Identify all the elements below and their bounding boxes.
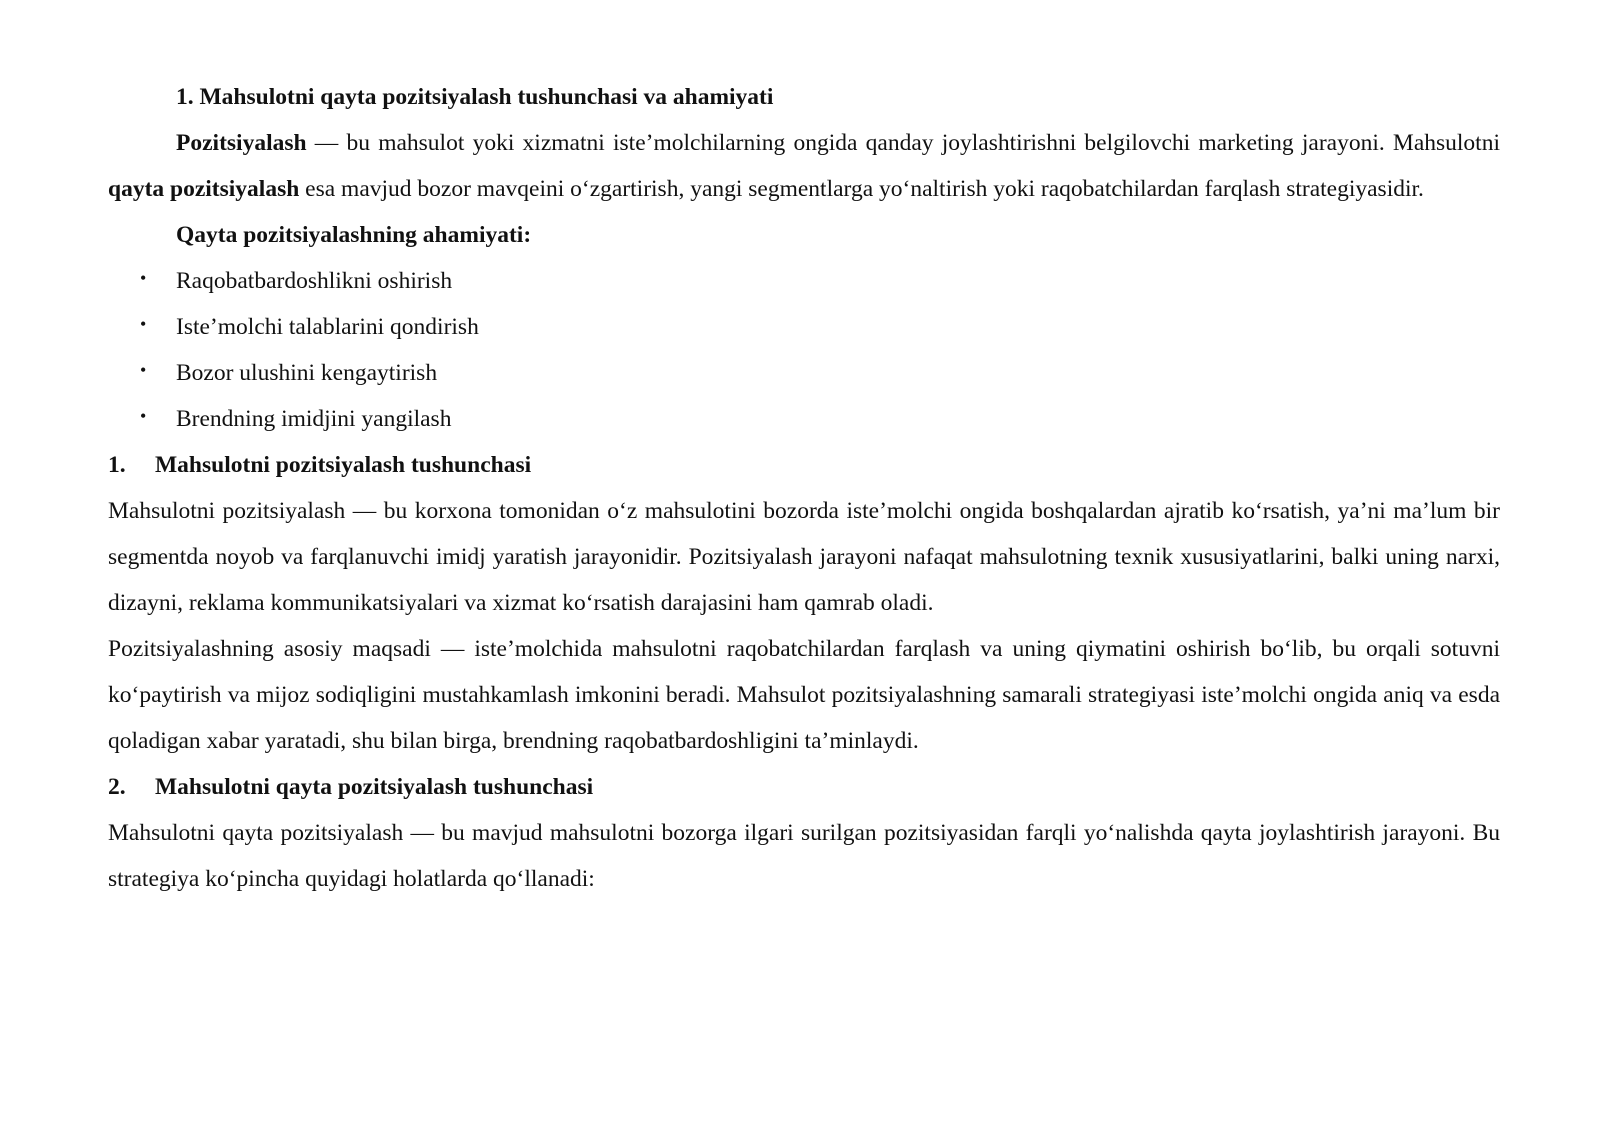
list-item <box>108 396 1500 442</box>
list-item-text: Bozor ulushini kengaytirish <box>176 360 438 386</box>
importance-list <box>108 258 1500 442</box>
bullet-icon: • <box>140 360 147 380</box>
positioning-paragraph-1: Mahsulotni pozitsiyalash — bu korxona tomonidan o‘z mahsulotini bozorda iste’molchi ongida boshqalardan ajratib ko‘rsatish, ya’ni ma’lum bir segmentda noyob va farqlanuvchi imidj yaratish jarayonidir. Pozitsiyalash jarayoni nafaqat mahsulotning texnik xususiyatlarini, balki uning narxi, dizayni, reklama kommunikatsiyalari va xizmat ko‘rsatish darajasini ham qamrab oladi. <box>108 498 1500 616</box>
section-title: 1. Mahsulotni qayta pozitsiyalash tushunchasi va ahamiyati <box>176 84 774 110</box>
list-item-text: Raqobatbardoshlikni oshirish <box>176 268 453 294</box>
list-item <box>108 304 1500 350</box>
heading-number: 1. <box>108 452 126 478</box>
bullet-icon: • <box>140 268 147 288</box>
positioning-paragraph-2: Pozitsiyalashning asosiy maqsadi — iste’molchida mahsulotni raqobatchilardan farqlash va uning qiymatini oshirish bo‘lib, bu orqali sotuvni ko‘paytirish va mijoz sodiqligini mustahkamlash imkonini beradi. Mahsulot pozitsiyalashning samarali strategiyasi iste’molchi ongida aniq va esda qoladigan xabar yaratadi, shu bilan birga, brendning raqobatbardoshligini ta’minlaydi. <box>108 636 1500 754</box>
bullet-icon: • <box>140 314 147 334</box>
definition-text-1: — bu mahsulot yoki xizmatni iste’molchilarning ongida qanday joylashtirishni belgilovchi marketing jarayoni. Mahsulotni <box>306 130 1500 156</box>
repositioning-paragraph: Mahsulotni qayta pozitsiyalash — bu mavjud mahsulotni bozorga ilgari surilgan pozitsiyasidan farqli yo‘nalishda qayta joylashtirish jarayoni. Bu strategiya ko‘pincha quyidagi holatlarda qo‘llanadi: <box>108 820 1500 892</box>
term-positioning: Pozitsiyalash <box>176 130 307 156</box>
numbered-heading-repositioning <box>108 764 1500 810</box>
positioning-definition-paragraph <box>108 120 1500 212</box>
term-repositioning: qayta pozitsiyalash <box>108 176 300 202</box>
importance-heading: Qayta pozitsiyalashning ahamiyati: <box>176 222 532 248</box>
bullet-icon: • <box>140 406 147 426</box>
heading-number: 2. <box>108 774 126 800</box>
definition-text-2: esa mavjud bozor mavqeini o‘zgartirish, yangi segmentlarga yo‘naltirish yoki raqobatchilardan farqlash strategiyasidir. <box>299 176 1424 202</box>
document-page <box>108 74 1500 902</box>
list-item <box>108 258 1500 304</box>
list-item-text: Iste’molchi talablarini qondirish <box>176 314 479 340</box>
heading-text: Mahsulotni qayta pozitsiyalash tushunchasi <box>155 774 594 800</box>
heading-text: Mahsulotni pozitsiyalash tushunchasi <box>155 452 532 478</box>
list-item-text: Brendning imidjini yangilash <box>176 406 452 432</box>
list-item <box>108 350 1500 396</box>
numbered-heading-positioning <box>108 442 1500 488</box>
